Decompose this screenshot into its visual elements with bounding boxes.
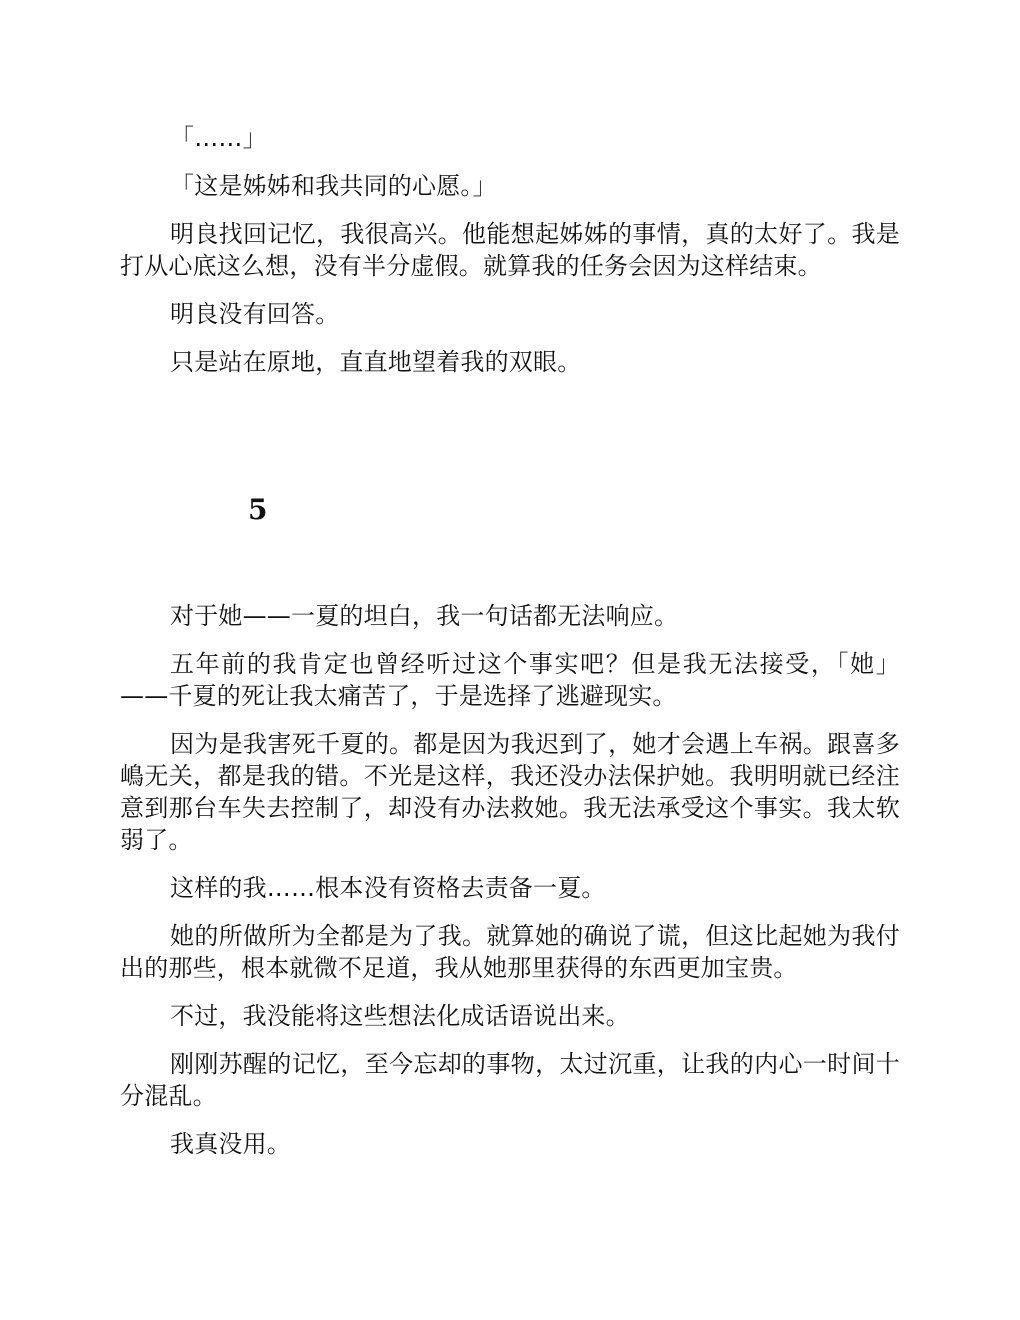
paragraph: 这样的我……根本没有资格去责备一夏。	[170, 874, 606, 902]
paragraph: 不过，我没能将这些想法化成话语说出来。	[170, 1002, 630, 1030]
section-before-chapter	[120, 122, 900, 394]
paragraph: 五年前的我肯定也曾经听过这个事实吧？但是我无法接受，「她」——千夏的死让我太痛苦了，于是选择了逃避现实。	[120, 650, 900, 710]
paragraph: 「……」	[170, 124, 267, 152]
paragraph: 对于她——一夏的坦白，我一句话都无法响应。	[170, 602, 679, 630]
chapter-number: 5	[248, 493, 268, 526]
section-after-chapter	[120, 600, 900, 1176]
paragraph: 「这是姊姊和我共同的心愿。」	[170, 172, 497, 200]
paragraph: 明良没有回答。	[170, 300, 340, 328]
paragraph: 只是站在原地，直直地望着我的双眼。	[170, 348, 582, 376]
paragraph: 她的所做所为全都是为了我。就算她的确说了谎，但这比起她为我付出的那些，根本就微不足道，我从她那里获得的东西更加宝贵。	[120, 922, 900, 982]
paragraph: 因为是我害死千夏的。都是因为我迟到了，她才会遇上车祸。跟喜多嶋无关，都是我的错。不光是这样，我还没办法保护她。我明明就已经注意到那台车失去控制了，却没有办法救她。我无法承受这个事实。我太软弱了。	[120, 730, 900, 854]
paragraph: 我真没用。	[170, 1130, 291, 1158]
paragraph: 明良找回记忆，我很高兴。他能想起姊姊的事情，真的太好了。我是打从心底这么想，没有半分虚假。就算我的任务会因为这样结束。	[120, 220, 900, 280]
paragraph: 刚刚苏醒的记忆，至今忘却的事物，太过沉重，让我的内心一时间十分混乱。	[120, 1050, 900, 1110]
